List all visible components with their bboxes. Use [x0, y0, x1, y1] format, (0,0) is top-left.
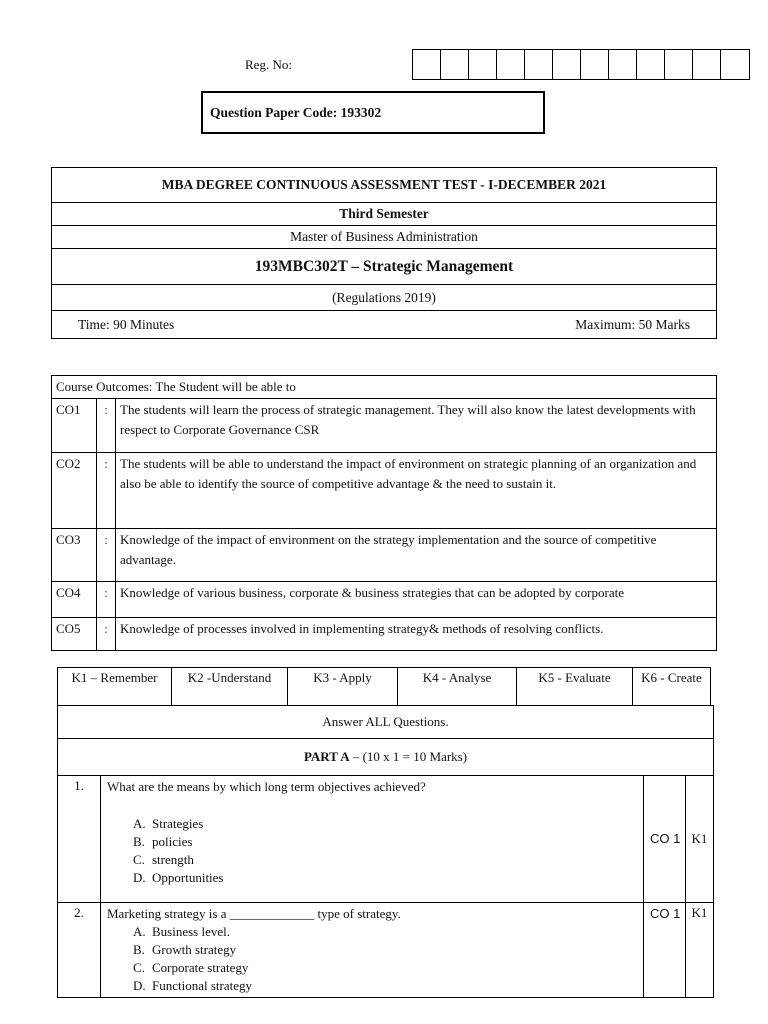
option: C. Corporate strategy: [133, 960, 249, 975]
question-co: CO 1: [644, 776, 686, 903]
outcomes-heading: Course Outcomes: The Student will be able to: [52, 376, 717, 399]
outcome-separator: :: [97, 618, 116, 651]
reg-no-box[interactable]: [581, 50, 609, 79]
question-paper-code: Question Paper Code: 193302: [201, 91, 545, 134]
reg-no-box[interactable]: [413, 50, 441, 79]
level-k6: K6 - Create: [633, 668, 711, 706]
outcome-text: Knowledge of various business, corporate & business strategies that can be adopted by corporate: [116, 582, 717, 618]
reg-no-box[interactable]: [497, 50, 525, 79]
reg-no-label: Reg. No:: [245, 57, 292, 72]
part-a-marks: – (10 x 1 = 10 Marks): [349, 749, 468, 764]
question-row: [58, 903, 714, 998]
option: D. Functional strategy: [133, 978, 253, 993]
level-k5: K5 - Evaluate: [517, 668, 633, 706]
level-k1: K1 – Remember: [58, 668, 172, 706]
question-co: CO 1: [644, 903, 686, 998]
question-k-level: K1: [686, 776, 714, 903]
reg-no-box[interactable]: [553, 50, 581, 79]
level-k3: K3 - Apply: [288, 668, 398, 706]
questions-table: [57, 705, 714, 998]
outcome-code: CO5: [52, 618, 97, 651]
reg-no-box[interactable]: [721, 50, 749, 79]
programme: Master of Business Administration: [52, 226, 717, 249]
exam-header-table: [51, 167, 717, 339]
reg-no-box[interactable]: [637, 50, 665, 79]
options-list: [107, 815, 637, 887]
outcome-code: CO3: [52, 529, 97, 582]
knowledge-levels-table: [57, 667, 711, 706]
level-k4: K4 - Analyse: [398, 668, 517, 706]
outcome-row: [52, 529, 717, 582]
question-text: Marketing strategy is a _____________ type of strategy.: [107, 906, 401, 921]
course-outcomes-table: [51, 375, 717, 651]
outcome-separator: :: [97, 453, 116, 529]
reg-no-box[interactable]: [441, 50, 469, 79]
outcome-separator: :: [97, 399, 116, 453]
course-title: 193MBC302T – Strategic Management: [52, 249, 717, 285]
outcome-row: [52, 399, 717, 453]
options-list: [107, 923, 637, 995]
question-k-level: K1: [686, 903, 714, 998]
exam-title: MBA DEGREE CONTINUOUS ASSESSMENT TEST - I-DECEMBER 2021: [52, 168, 717, 203]
option: A. Business level.: [133, 924, 230, 939]
outcome-row: [52, 618, 717, 651]
part-a-title: PART A: [303, 749, 350, 764]
question-text: What are the means by which long term objectives achieved?: [107, 779, 426, 794]
outcome-text: The students will be able to understand the impact of environment on strategic planning of an organization and also be able to identify the source of competitive advantage & the need to sustain it.: [116, 453, 717, 529]
exam-time: Time: 90 Minutes: [78, 316, 175, 332]
outcome-separator: :: [97, 529, 116, 582]
exam-max-marks: Maximum: 50 Marks: [575, 316, 690, 332]
outcome-row: [52, 582, 717, 618]
regulations: (Regulations 2019): [52, 285, 717, 311]
outcome-code: CO1: [52, 399, 97, 453]
reg-no-box[interactable]: [609, 50, 637, 79]
option: C. strength: [133, 852, 194, 867]
question-row: [58, 776, 714, 903]
option: D. Opportunities: [133, 870, 224, 885]
outcome-code: CO4: [52, 582, 97, 618]
reg-no-boxes[interactable]: [412, 49, 750, 80]
outcome-text: The students will learn the process of strategic management. They will also know the latest developments with respect to Corporate Governance CSR: [116, 399, 717, 453]
reg-no-box[interactable]: [693, 50, 721, 79]
reg-no-box[interactable]: [469, 50, 497, 79]
semester: Third Semester: [52, 203, 717, 226]
question-body: [101, 776, 644, 903]
question-number: 2.: [58, 903, 101, 998]
reg-no-box[interactable]: [665, 50, 693, 79]
question-number: 1.: [58, 776, 101, 903]
outcome-code: CO2: [52, 453, 97, 529]
outcome-text: Knowledge of the impact of environment on the strategy implementation and the source of competitive advantage.: [116, 529, 717, 582]
part-a-heading: [58, 739, 714, 776]
question-body: [101, 903, 644, 998]
option: A. Strategies: [133, 816, 204, 831]
option: B. policies: [133, 834, 193, 849]
option: B. Growth strategy: [133, 942, 237, 957]
outcome-separator: :: [97, 582, 116, 618]
time-marks-row: [52, 311, 717, 339]
instructions: Answer ALL Questions.: [58, 706, 714, 739]
outcome-row: [52, 453, 717, 529]
reg-no-box[interactable]: [525, 50, 553, 79]
outcome-text: Knowledge of processes involved in implementing strategy& methods of resolving conflicts.: [116, 618, 717, 651]
level-k2: K2 -Understand: [172, 668, 288, 706]
